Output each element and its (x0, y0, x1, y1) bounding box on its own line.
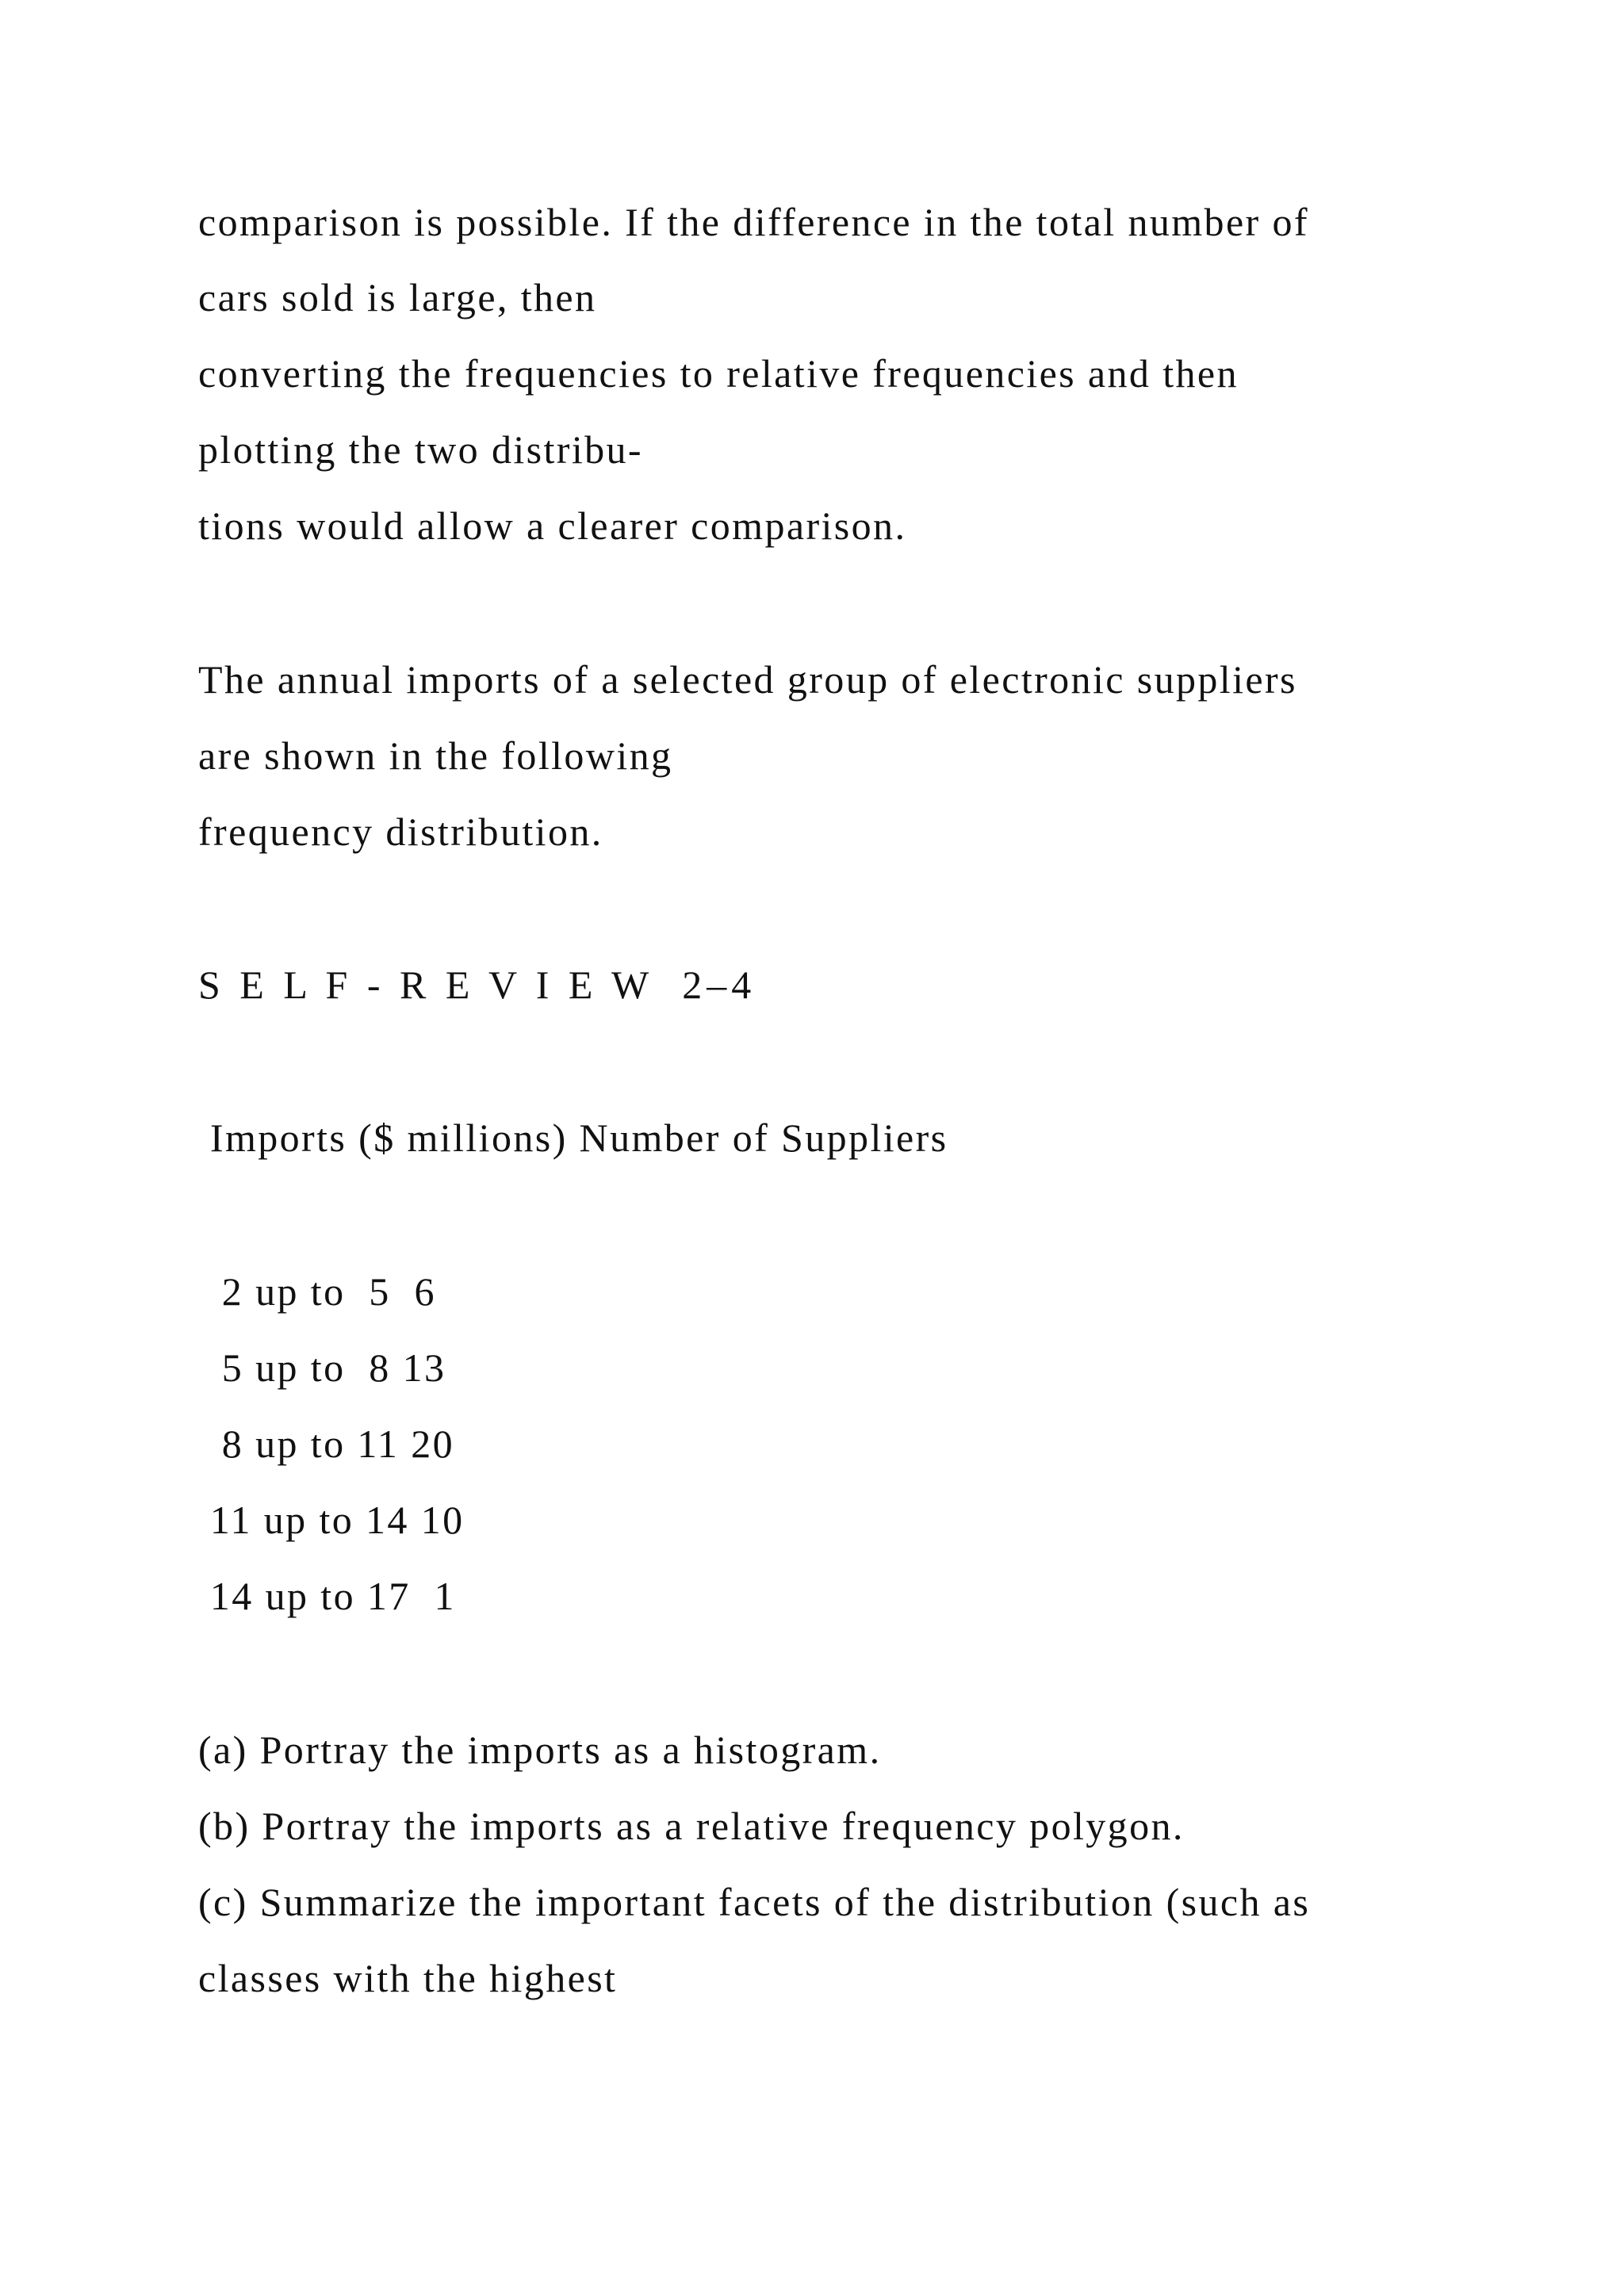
text-line: are shown in the following (198, 733, 673, 778)
question-a: (a) Portray the imports as a histogram. (198, 1728, 882, 1772)
text-line: tions would allow a clearer comparison. (198, 503, 907, 548)
question-c: (c) Summarize the important facets of the distribution (such as (198, 1880, 1311, 1924)
table-row: 8 up to 11 20 (198, 1422, 455, 1466)
table-row: 2 up to 5 6 (198, 1269, 436, 1314)
text-line: The annual imports of a selected group of electronic suppliers (198, 657, 1297, 702)
text-line: plotting the two distribu- (198, 427, 643, 472)
table-row: 14 up to 17 1 (198, 1574, 456, 1618)
table-header: Imports ($ millions) Number of Suppliers (198, 1115, 948, 1160)
text-line: cars sold is large, then (198, 275, 597, 320)
text-line: comparison is possible. If the difference in the total number of (198, 200, 1309, 244)
text-line: frequency distribution. (198, 809, 603, 854)
table-row: 5 up to 8 13 (198, 1345, 446, 1390)
section-heading: S E L F - R E V I E W 2–4 (198, 962, 756, 1007)
question-c-continued: classes with the highest (198, 1956, 618, 2000)
table-row: 11 up to 14 10 (198, 1498, 465, 1542)
text-line: converting the frequencies to relative frequencies and then (198, 351, 1239, 396)
question-b: (b) Portray the imports as a relative frequency polygon. (198, 1804, 1185, 1848)
